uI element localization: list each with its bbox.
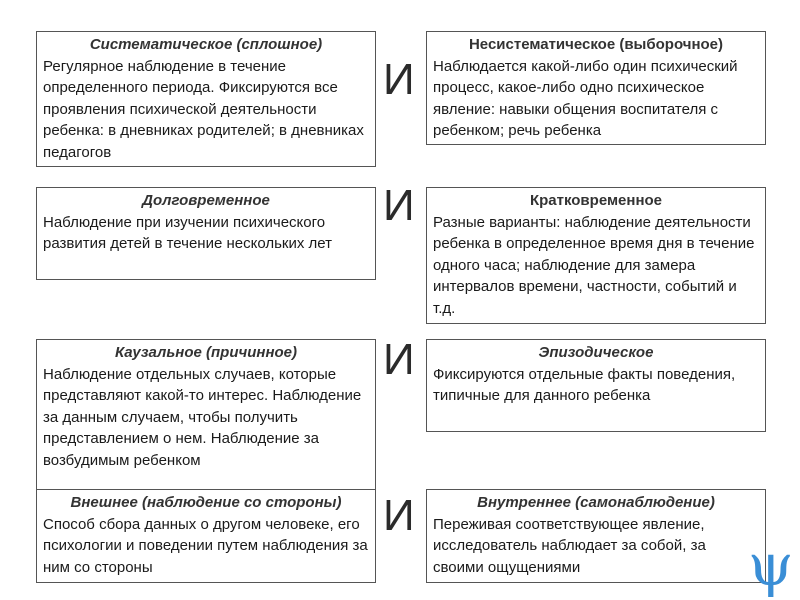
card-text: Способ сбора данных о другом человеке, его психологии и поведении путем наблюдения за ним со стороны [43,515,368,576]
card-title: Систематическое (сплошное) [89,36,323,53]
conjunction-and: И [383,335,415,384]
card-causal [36,339,376,491]
card-text: Переживая соответствующее явление, исследователь наблюдает за собой, за своими ощущениями [433,515,706,576]
card-internal [426,489,766,583]
card-text: Разные варианты: наблюдение деятельности ребенка в определенное время дня в течение одного часа; наблюдение для замера интервалов времени, частности, событий и т.д. [433,213,755,317]
card-long-term [36,187,376,280]
card-text: Фиксируются отдельные факты поведения, типичные для данного ребенка [433,365,736,404]
card-systematic [36,31,376,167]
card-title: Несистематическое (выборочное) [468,36,724,53]
card-text: Наблюдается какой-либо один психический процесс, какое-либо одно психическое явление: навыки общения воспитателя с ребенком; речь ребенка [433,57,738,139]
card-text: Наблюдение при изучении психического развития детей в течение нескольких лет [43,213,332,252]
card-title: Каузальное (причинное) [114,344,298,361]
card-unsystematic [426,31,766,145]
card-episodic [426,339,766,432]
psi-logo-icon: ψ [748,531,794,599]
conjunction-and: И [383,55,415,104]
conjunction-and: И [383,491,415,540]
card-title: Долговременное [142,192,270,209]
card-text: Регулярное наблюдение в течение определенного периода. Фиксируются все проявления психической деятельности ребенка: в дневниках родителей; в дневниках педагогов [43,57,364,161]
conjunction-and: И [383,181,415,230]
card-title: Внешнее (наблюдение со стороны) [70,494,342,511]
card-external [36,489,376,583]
card-short-term [426,187,766,324]
card-title: Эпизодическое [538,344,654,361]
card-title: Кратковременное [529,192,663,209]
card-text: Наблюдение отдельных случаев, которые представляют какой-то интерес. Наблюдение за данным случаем, чтобы получить представлением о нем. Наблюдение за возбудимым ребенком [43,365,362,469]
card-title: Внутреннее (самонаблюдение) [477,494,715,511]
